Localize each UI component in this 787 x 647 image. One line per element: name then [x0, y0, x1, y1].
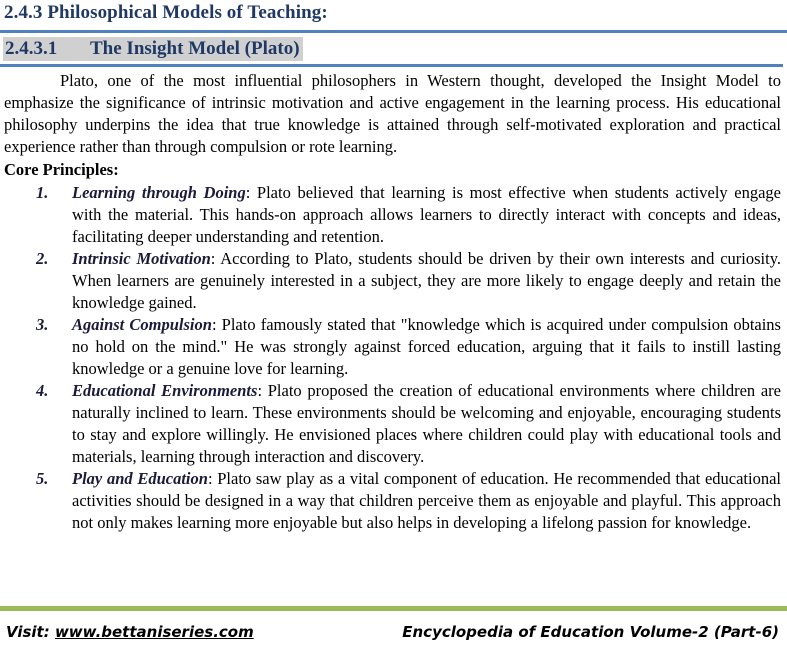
principles-list [0, 182, 787, 534]
list-item [0, 248, 787, 314]
principle-title: Intrinsic Motivation [72, 249, 211, 268]
list-number: 2. [36, 249, 49, 268]
subsection-heading [3, 37, 303, 61]
principle-text: : According to Plato, students should be driven by their own interests and curiosity. When learners are genuinely interested in a subject, they are more likely to engage deeply and retain the knowledge gained. [72, 249, 781, 312]
principle-text: : Plato proposed the creation of educational environments where children are naturally inclined to learn. These environments should be welcoming and enjoyable, encouraging students to stay and explore willingly. He envisioned places where children could play with educational tools and materials, learning through interaction and discovery. [72, 381, 781, 466]
subsection-title: The Insight Model (Plato) [90, 38, 300, 59]
principle-title: Educational Environments [72, 381, 258, 400]
list-number: 4. [36, 381, 49, 400]
subsection-number: 2.4.3.1 [5, 38, 58, 59]
website-link[interactable]: www.bettaniseries.com [54, 623, 254, 641]
principle-title: Against Compulsion [72, 315, 212, 334]
list-item [0, 380, 787, 468]
list-item [0, 182, 787, 248]
principle-text: : Plato famously stated that "knowledge which is acquired under compulsion obtains no hold on the mind." He was strongly against forced education, arguing that it fails to instill lasting knowledge or a genuine love for learning. [72, 315, 781, 378]
principle-text: : Plato saw play as a vital component of education. He recommended that educational activities should be designed in a way that children perceive them as enjoyable and playful. This approach not only makes learning more enjoyable but also helps in developing a lifelong passion for knowledge. [72, 469, 782, 532]
principle-title: Play and Education [72, 469, 208, 488]
principle-text: : Plato believed that learning is most effective when students actively engage with the material. This hands-on approach allows learners to directly interact with concepts and ideas, facilitating deeper understanding and retention. [72, 183, 781, 246]
heading-rule-bottom [0, 64, 783, 67]
section-heading: 2.4.3 Philosophical Models of Teaching: [4, 2, 328, 23]
intro-paragraph: Plato, one of the most influential philosophers in Western thought, developed the Insight Model to emphasize the significance of intrinsic motivation and active engagement in the learning process. His educational philosophy underpins the idea that true knowledge is attained through self-motivated exploration and practical experience rather than through compulsion or rote learning. [4, 71, 781, 156]
principle-title: Learning through Doing [72, 183, 246, 202]
list-number: 5. [36, 469, 49, 488]
footer-book-title: Encyclopedia of Education Volume-2 (Part-6) [402, 623, 779, 641]
list-item [0, 314, 787, 380]
footer-rule [0, 606, 787, 611]
list-number: 1. [36, 183, 49, 202]
heading-rule-top [0, 30, 787, 33]
visit-label: Visit: [6, 623, 55, 641]
list-number: 3. [36, 315, 49, 334]
footer-visit [6, 622, 254, 642]
core-principles-label: Core Principles: [4, 160, 119, 179]
list-item [0, 468, 787, 534]
